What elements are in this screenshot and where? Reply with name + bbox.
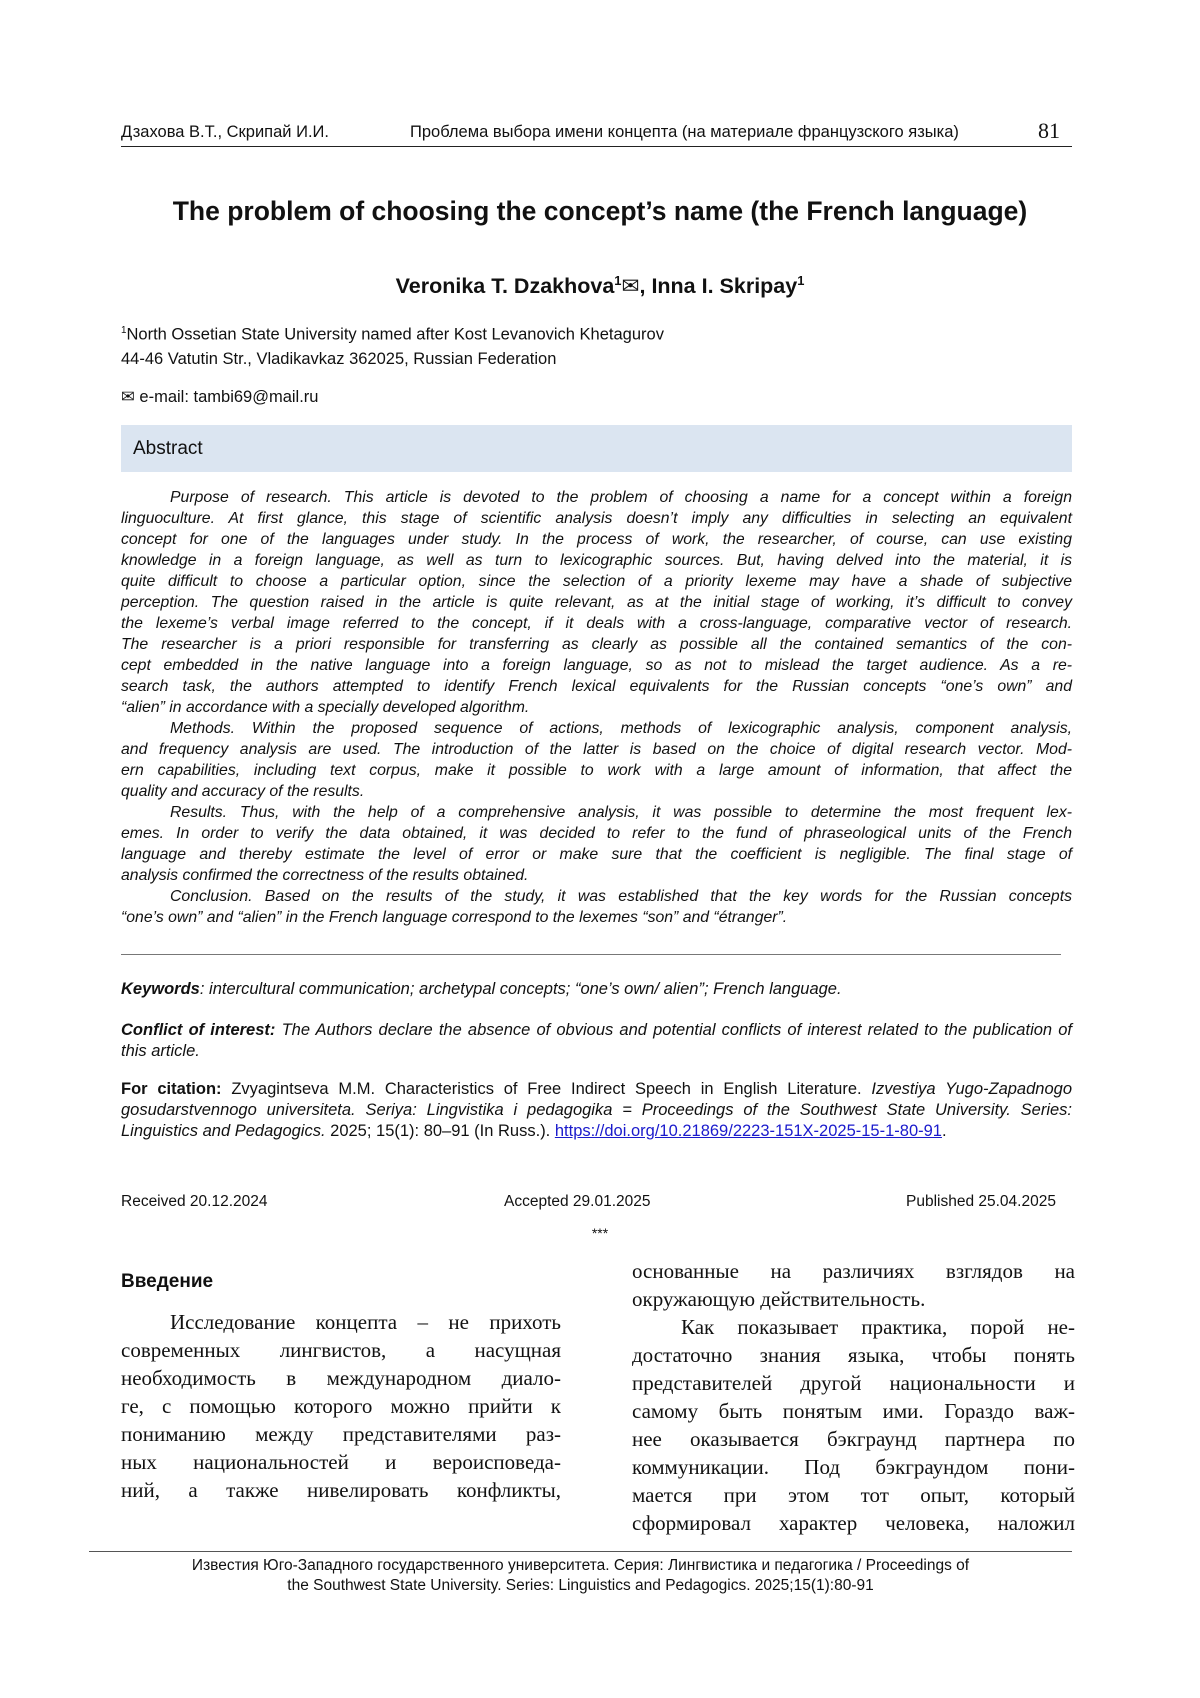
abstract-text [121, 487, 1072, 928]
text-line: and frequency analysis are used. The introduction of the latter is based on the choice of digital research vector. Mod- [121, 741, 1072, 758]
text-line: самому быть понятым ими. Гораздо важ- [632, 1399, 1075, 1423]
doi-link[interactable]: https://doi.org/10.21869/2223-151X-2025-15-1-80-91 [554, 1122, 942, 1140]
text-line: окружающую действительность. [632, 1287, 926, 1311]
affiliation-marker: 1 [797, 273, 805, 288]
citation [121, 1079, 1072, 1142]
text-line: коммуникации. Под бэкграундом пони- [632, 1455, 1075, 1479]
affiliation-marker: 1 [121, 325, 127, 336]
section-heading: Введение [121, 1271, 214, 1292]
authors [0, 273, 1200, 299]
affiliation-line [121, 325, 664, 345]
running-header [121, 120, 1072, 147]
conflict-label: Conflict of interest: [121, 1021, 276, 1039]
text-line: the lexeme’s verbal image referred to the concept, if it deals with a cross-language, comparative vector of research. [121, 615, 1072, 632]
divider [121, 954, 1061, 955]
text-line: emes. In order to verify the data obtained, it was decided to refer to the fund of phraseological units of the French [121, 825, 1072, 842]
keywords [121, 979, 1072, 1000]
text-line: достаточно знания языка, чтобы понять [632, 1343, 1075, 1367]
text-line: concept for one of the languages under study. In the process of work, the researcher, of course, can use existing [121, 531, 1072, 548]
text-line: Исследование концепта – не прихоть [170, 1310, 561, 1334]
text-line: knowledge in a foreign language, as well as turn to lexicographic sources. But, having delved into the material, it is [121, 552, 1072, 569]
published-date: Published 25.04.2025 [906, 1193, 1056, 1210]
text-line: search task, the authors attempted to identify French lexical equivalents for the Russian concepts “one’s own” and [121, 678, 1072, 695]
conflict-of-interest [121, 1020, 1072, 1062]
text-line: cept embedded in the native language into a foreign language, so as not to mislead the target audience. As a re- [121, 657, 1072, 674]
text-line: ern capabilities, including text corpus, make it possible to work with a large amount of information, that affect the [121, 762, 1072, 779]
text-line: analysis confirmed the correctness of the results obtained. [121, 867, 529, 884]
text-line: Results. Thus, with the help of a comprehensive analysis, it was possible to determine the most frequent lex- [170, 804, 1072, 821]
footer-line: Известия Юго-Западного государственного университета. Серия: Лингвистика и педагогика / Proceedings of [191, 1557, 970, 1574]
author-name: Inna I. Skripay [651, 274, 798, 299]
citation-text: 2025; 15(1): 80–91 (In Russ.). [325, 1122, 555, 1140]
text-line: “alien” in accordance with a specially developed algorithm. [121, 699, 530, 716]
text-line: представителей другой национальности и [632, 1371, 1075, 1395]
separator: , [639, 274, 652, 299]
citation-label: For citation: [121, 1080, 222, 1098]
text-line: Как показывает практика, порой не- [681, 1315, 1075, 1339]
text-line: пониманию между представителями раз- [121, 1422, 561, 1446]
text-line: “one’s own” and “alien” in the French language correspond to the lexemes “son” and “étranger”. [121, 909, 788, 926]
citation-journal: Izvestiya Yugo-Zapadnogo gosudarstvennogo universiteta. Seriya: Lingvistika i pedagogika = Proceedings of the Southwest State University. Series: Linguistics and Pedagogics. [121, 1080, 1072, 1140]
text-line: ге, с помощью которого можно прийти к [121, 1394, 561, 1418]
abstract-heading: Abstract [133, 438, 203, 459]
text-line: ных национальностей и вероисповеда- [121, 1450, 561, 1474]
text-line: современных лингвистов, а насущная [121, 1338, 561, 1362]
text-line: необходимость в международном диало- [121, 1366, 561, 1390]
text-line: Conclusion. Based on the results of the study, it was established that the key words for the Russian concepts [170, 888, 1072, 905]
text-line: The researcher is a priori responsible for transferring as clearly as possible all the contained semantics of the con- [121, 636, 1072, 653]
text-line: сформировал характер человека, наложил [632, 1511, 1075, 1535]
author-name: Veronika T. Dzakhova [395, 274, 615, 299]
citation-end: . [941, 1122, 947, 1140]
email-text[interactable]: e-mail: tambi69@mail.ru [139, 388, 319, 406]
accepted-date: Accepted 29.01.2025 [504, 1193, 651, 1210]
text-line: мается при этом тот опыт, который [632, 1483, 1075, 1507]
email-line [121, 387, 318, 407]
mail-icon: ✉ [121, 388, 135, 406]
text-line: linguoculture. At first glance, this stage of scientific analysis doesn’t imply any difficulties in selecting an equivalent [121, 510, 1072, 527]
text-line: quality and accuracy of the results. [121, 783, 365, 800]
text-line: Methods. Within the proposed sequence of actions, methods of lexicographic analysis, component analysis, [170, 720, 1072, 737]
body-left-column [121, 1308, 561, 1504]
received-date: Received 20.12.2024 [121, 1193, 268, 1210]
keywords-label: Keywords [121, 980, 200, 998]
header-authors: Дзахова В.Т., Скрипай И.И. [121, 123, 329, 141]
conflict-text: The Authors declare the absence of obvious and potential conflicts of interest related to the publication of this article. [121, 1021, 1073, 1060]
affiliation-text: North Ossetian State University named after Kost Levanovich Khetagurov [126, 325, 664, 344]
text-line: Purpose of research. This article is devoted to the problem of choosing a name for a concept within a foreign [170, 489, 1072, 506]
page-number: 81 [1038, 118, 1060, 143]
body-right-column [632, 1257, 1075, 1537]
header-title: Проблема выбора имени концепта (на материале французского языка) [410, 123, 959, 141]
text-line: language and thereby estimate the level of error or make sure that the coefficient is negligible. The final stage of [121, 846, 1072, 863]
affiliation-marker: 1 [614, 273, 622, 288]
footer-line: the Southwest State University. Series: Linguistics and Pedagogics. 2025;15(1):80-91 [287, 1577, 874, 1594]
text-line: основанные на различиях взглядов на [632, 1259, 1075, 1283]
text-line: quite difficult to choose a particular option, since the selection of a priority lexeme may have a shade of subjective [121, 573, 1072, 590]
keywords-text: : intercultural communication; archetypal concepts; “one’s own/ alien”; French language. [199, 980, 842, 998]
section-stars: *** [591, 1225, 609, 1241]
abstract-heading-bar [121, 425, 1072, 472]
text-line: ний, а также нивелировать конфликты, [121, 1478, 561, 1502]
affiliation-address: 44-46 Vatutin Str., Vladikavkaz 362025, Russian Federation [121, 350, 557, 368]
article-title: The problem of choosing the concept’s name (the French language) [172, 196, 1028, 226]
footer-divider [89, 1551, 1072, 1552]
footer [89, 1556, 1072, 1596]
text-line: нее оказывается бэкграунд партнера по [632, 1427, 1075, 1451]
citation-text: Zvyagintseva M.M. Characteristics of Free Indirect Speech in English Literature. [221, 1080, 872, 1098]
text-line: perception. The question raised in the article is quite relevant, as at the initial stage of working, it’s difficult to convey [121, 594, 1072, 611]
mail-icon[interactable]: ✉ [621, 274, 640, 299]
